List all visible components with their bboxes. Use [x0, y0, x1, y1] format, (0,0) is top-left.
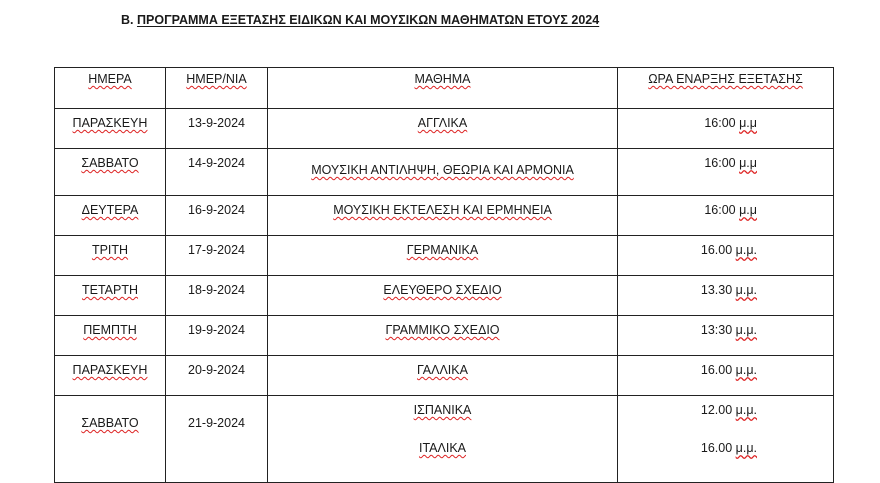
header-date: ΗΜΕΡ/ΝΙΑ [166, 68, 268, 109]
cell-subject: ΕΛΕΥΘΕΡΟ ΣΧΕΔΙΟ [268, 276, 618, 316]
cell-day: ΣΑΒΒΑΤΟ [55, 149, 166, 196]
cell-day: ΤΡΙΤΗ [55, 236, 166, 276]
cell-subject: ΜΟΥΣΙΚΗ ΑΝΤΙΛΗΨΗ, ΘΕΩΡΙΑ ΚΑΙ ΑΡΜΟΝΙΑ [268, 149, 618, 196]
cell-day: ΠΕΜΠΤΗ [55, 316, 166, 356]
cell-day: ΔΕΥΤΕΡΑ [55, 196, 166, 236]
table-row [55, 196, 834, 236]
title-text: ΠΡΟΓΡΑΜΜΑ ΕΞΕΤΑΣΗΣ ΕΙΔΙΚΩΝ ΚΑΙ ΜΟΥΣΙΚΩΝ ΜΑΘΗΜΑΤΩΝ ΕΤΟΥΣ 2024 [136, 13, 600, 27]
cell-day: ΠΑΡΑΣΚΕΥΗ [55, 356, 166, 396]
cell-date: 16-9-2024 [166, 196, 268, 236]
cell-subject: ΓΑΛΛΙΚΑ [268, 356, 618, 396]
table-row [55, 316, 834, 356]
cell-time: 12.00 μ.μ. 16.00 μ.μ. [618, 396, 834, 483]
table-row [55, 149, 834, 196]
cell-date: 17-9-2024 [166, 236, 268, 276]
cell-day: ΤΕΤΑΡΤΗ [55, 276, 166, 316]
cell-time: 16:00 μ.μ [618, 109, 834, 149]
header-day: ΗΜΕΡΑ [55, 68, 166, 109]
table-row [55, 109, 834, 149]
subject-italian: ΙΤΑΛΙΚΑ [418, 441, 466, 455]
cell-subject [268, 396, 618, 483]
cell-time: 13.30 μ.μ. [618, 276, 834, 316]
cell-time: 16:00 μ.μ [618, 196, 834, 236]
cell-time: 16.00 μ.μ. [618, 356, 834, 396]
cell-time: 13:30 μ.μ. [618, 316, 834, 356]
table-row [55, 276, 834, 316]
cell-day: ΠΑΡΑΣΚΕΥΗ [55, 109, 166, 149]
cell-date: 13-9-2024 [166, 109, 268, 149]
header-start-time: ΩΡΑ ΕΝΑΡΞΗΣ ΕΞΕΤΑΣΗΣ [618, 68, 834, 109]
cell-date: 19-9-2024 [166, 316, 268, 356]
exam-schedule-table [54, 67, 834, 483]
cell-date: 20-9-2024 [166, 356, 268, 396]
cell-date: 21-9-2024 [166, 396, 268, 483]
header-subject: ΜΑΘΗΜΑ [268, 68, 618, 109]
table-row [55, 356, 834, 396]
table-row [55, 236, 834, 276]
cell-day: ΣΑΒΒΑΤΟ [55, 396, 166, 483]
subject-spanish: ΙΣΠΑΝΙΚΑ [413, 403, 472, 417]
cell-subject: ΓΕΡΜΑΝΙΚΑ [268, 236, 618, 276]
cell-subject: ΑΓΓΛΙΚΑ [268, 109, 618, 149]
cell-date: 18-9-2024 [166, 276, 268, 316]
cell-subject: ΓΡΑΜΜΙΚΟ ΣΧΕΔΙΟ [268, 316, 618, 356]
document-title [121, 13, 599, 27]
table-row [55, 396, 834, 483]
cell-date: 14-9-2024 [166, 149, 268, 196]
table-header-row [55, 68, 834, 109]
cell-time: 16.00 μ.μ. [618, 236, 834, 276]
cell-subject: ΜΟΥΣΙΚΗ ΕΚΤΕΛΕΣΗ ΚΑΙ ΕΡΜΗΝΕΙΑ [268, 196, 618, 236]
title-label: Β. [121, 13, 134, 27]
cell-time: 16:00 μ.μ [618, 149, 834, 196]
